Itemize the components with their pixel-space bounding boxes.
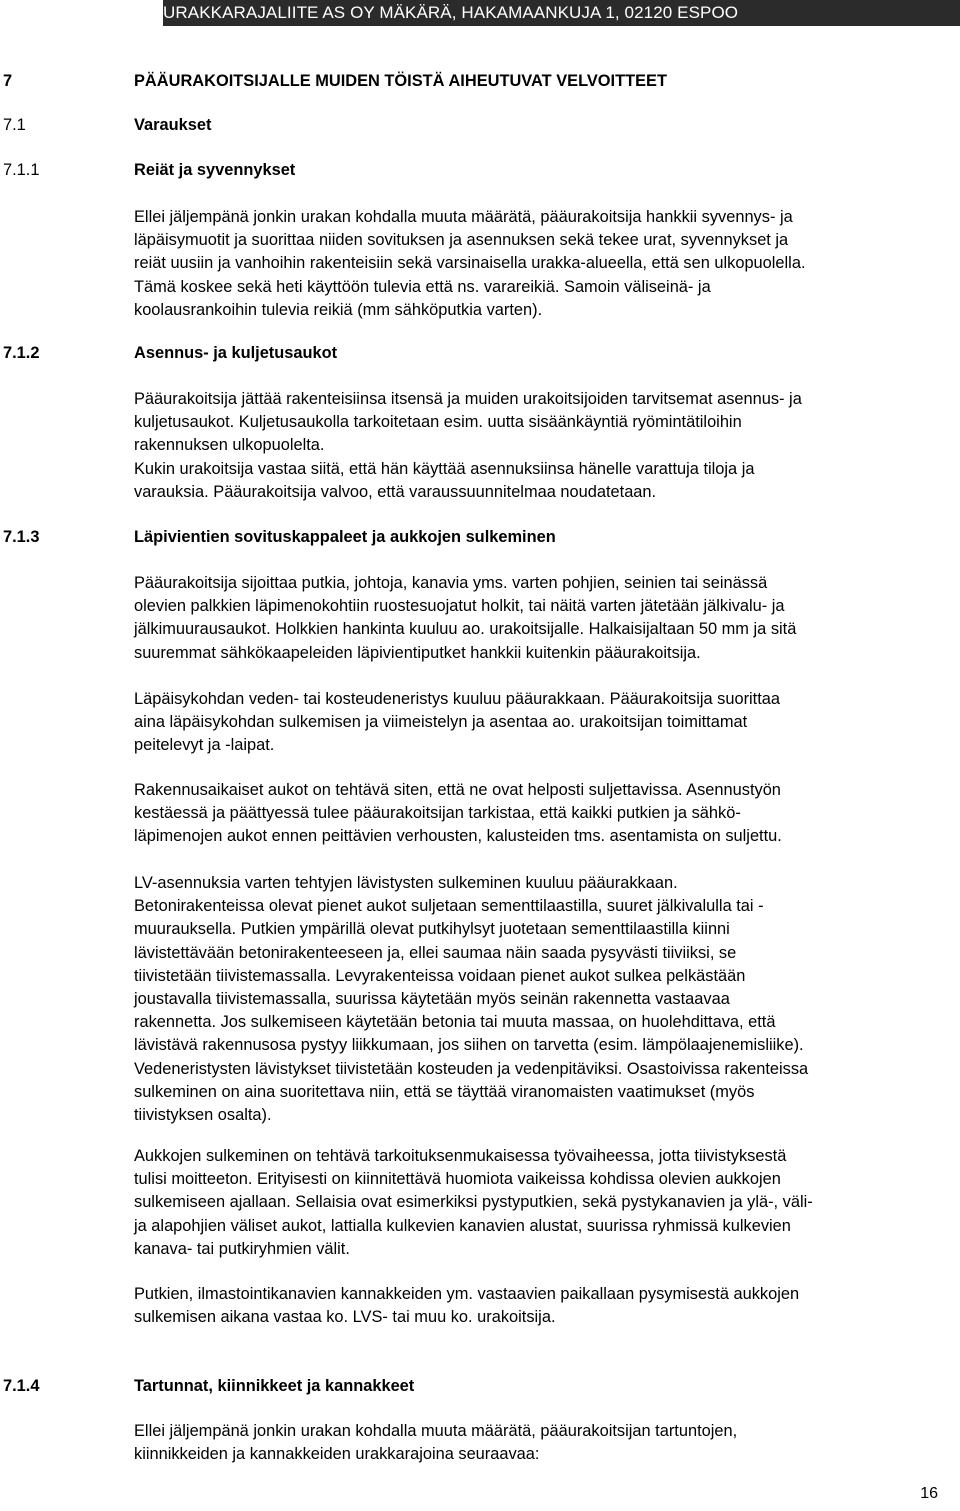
text-line: Pääurakoitsija jättää rakenteisiinsa itsensä ja muiden urakoitsijoiden tarvitsemat asennus- ja <box>134 390 802 408</box>
text-line: Kukin urakoitsija vastaa siitä, että hän käyttää asennuksiinsa hänelle varattuja tiloja ja <box>134 459 755 478</box>
text-line: koolausrankoihin tulevia reikiä (mm sähköputkia varten). <box>134 300 543 319</box>
section-title: Tartunnat, kiinnikkeet ja kannakkeet <box>134 1377 415 1395</box>
text-line: läpäisymuotit ja suorittaa niiden sovituksen ja asennuksen sekä tekee urat, syvennykset ja <box>134 231 789 250</box>
text-line: olevien palkkien läpimenokohtiin ruostesuojatut holkit, tai näitä varten jätetään jälkivalu- ja <box>134 597 785 616</box>
text-line: läpimenojen aukot ennen peittävien verhousten, kalusteiden tms. asentamista on suljettu. <box>134 827 782 846</box>
paragraph-temporary-openings <box>134 779 934 849</box>
text-line: ja alapohjien väliset aukot, lattialla kulkevien kanavien alustat, suurissa ryhmissä kulkevien <box>134 1216 791 1235</box>
text-line: kestäessä ja päättyessä tulee pääurakoitsijan tarkistaa, että kaikki putkien ja sähkö- <box>134 804 741 823</box>
text-line: kuljetusaukot. Kuljetusaukolla tarkoitetaan esim. uutta sisäänkäyntiä ryömintätiloihin <box>134 413 742 432</box>
text-line: Pääurakoitsija sijoittaa putkia, johtoja, kanavia yms. varten pohjien, seinien tai seinässä <box>134 574 768 592</box>
text-line: tiivistyksen osalta). <box>134 1106 272 1125</box>
text-line: sulkemisen aikana vastaa ko. LVS- tai muu ko. urakoitsija. <box>134 1308 556 1327</box>
text-line: lävistävä rakennusosa pystyy liikkumaan, jos siihen on tarvetta (esim. lämpölaajenemisliike). <box>134 1036 804 1055</box>
text-line: jälkimuurausaukot. Holkkien hankinta kuuluu ao. urakoitsijalle. Halkaisijaltaan 50 mm ja sitä <box>134 620 797 639</box>
section-title: Varaukset <box>134 116 212 134</box>
text-line: Ellei jäljempänä jonkin urakan kohdalla muuta määrätä, pääurakoitsijan tartuntojen, <box>134 1422 738 1440</box>
paragraph-supports-responsibility <box>134 1283 934 1329</box>
document-header: URAKKARAJALIITE AS OY MÄKÄRÄ, HAKAMAANKUJA 1, 02120 ESPOO <box>163 0 960 26</box>
text-line: kanava- tai putkiryhmien välit. <box>134 1239 350 1258</box>
text-line: aina läpäisykohdan sulkemisen ja viimeistelyn ja asentaa ao. urakoitsijan toimittamat <box>134 713 748 732</box>
text-line: sulkemiseen ajallaan. Sellaisia ovat esimerkiksi pystyputkien, sekä pystykanavien ja ylä-, väli- <box>134 1193 813 1212</box>
text-line: sulkeminen on aina suoritettava niin, että se täyttää viranomaisten vaatimukset (myös <box>134 1082 755 1101</box>
text-line: Tämä koskee sekä heti käyttöön tulevia että ns. varareikiä. Samoin väliseinä- ja <box>134 277 711 296</box>
section-number: 7.1.4 <box>3 1377 40 1395</box>
section-number: 7.1.3 <box>3 528 40 546</box>
paragraph-holes-and-recesses <box>134 206 934 322</box>
section-title: Reiät ja syvennykset <box>134 161 296 179</box>
section-number: 7 <box>3 72 13 90</box>
text-line: Rakennusaikaiset aukot on tehtävä siten, että ne ovat helposti suljettavissa. Asennustyön <box>134 781 781 799</box>
section-title: Läpivientien sovituskappaleet ja aukkojen sulkeminen <box>134 528 556 546</box>
page-number: 16 <box>920 1485 938 1502</box>
text-line: Betonirakenteissa olevat pienet aukot suljetaan sementtilaastilla, suuret jälkivalulla tai - <box>134 897 764 916</box>
text-line: Läpäisykohdan veden- tai kosteudeneristys kuuluu pääurakkaan. Pääurakoitsija suorittaa <box>134 690 781 708</box>
text-line: suuremmat sähkökaapeleiden läpivientiputket hankkii kuitenkin pääurakoitsija. <box>134 643 701 662</box>
text-line: joustavalla tiivistemassalla, suurissa käytetään myös seinän rakennetta vastaavaa <box>134 990 730 1009</box>
text-line: Vedeneristysten lävistykset tiivistetään kosteuden ja vedenpitäviksi. Osastoivissa rakenteissa <box>134 1059 809 1078</box>
section-title: Asennus- ja kuljetusaukot <box>134 344 338 362</box>
section-number: 7.1.2 <box>3 344 40 362</box>
paragraph-waterproofing <box>134 688 934 758</box>
paragraph-closing-timing <box>134 1145 934 1261</box>
text-line: muurauksella. Putkien ympärillä olevat putkihylsyt juotetaan sementtilaastilla kiinni <box>134 920 730 939</box>
text-line: Putkien, ilmastointikanavien kannakkeiden ym. vastaavien paikallaan pysymisestä aukkojen <box>134 1285 800 1303</box>
paragraph-sleeves <box>134 572 934 665</box>
paragraph-anchors <box>134 1420 934 1466</box>
text-line: varauksia. Pääurakoitsija valvoo, että varaussuunnitelmaa noudatetaan. <box>134 482 657 501</box>
text-line: rakennetta. Jos sulkemiseen käytetään betonia tai muuta massaa, on huolehdittava, että <box>134 1013 776 1032</box>
text-line: tiivistetään tiivistemassalla. Levyrakenteissa voidaan pienet aukot sulkea pelkästään <box>134 966 746 985</box>
text-line: kiinnikkeiden ja kannakkeiden urakkarajoina seuraavaa: <box>134 1445 540 1464</box>
text-line: rakennuksen ulkopuolelta. <box>134 436 325 455</box>
text-line: tulisi moitteeton. Erityisesti on kiinnitettävä huomiota vaikeissa kohdissa olevien aukkojen <box>134 1170 781 1189</box>
text-line: Aukkojen sulkeminen on tehtävä tarkoituksenmukaisessa työvaiheessa, jotta tiivistyksestä <box>134 1147 787 1165</box>
section-number: 7.1 <box>3 116 26 134</box>
text-line: lävistettävään betonirakenteeseen ja, ellei saumaa näin saada pysyvästi tiiviiksi, se <box>134 943 737 962</box>
text-line: LV-asennuksia varten tehtyjen lävistysten sulkeminen kuuluu pääurakkaan. <box>134 874 678 892</box>
text-line: Ellei jäljempänä jonkin urakan kohdalla muuta määrätä, pääurakoitsija hankkii syvennys- ja <box>134 208 793 226</box>
paragraph-installation-openings <box>134 388 934 504</box>
text-line: reiät uusiin ja vanhoihin rakenteisiin sekä varsinaisella urakka-alueella, että sen ulkopuolella. <box>134 254 806 273</box>
section-number: 7.1.1 <box>3 161 40 179</box>
section-title: PÄÄURAKOITSIJALLE MUIDEN TÖISTÄ AIHEUTUVAT VELVOITTEET <box>134 72 668 90</box>
paragraph-lv-penetrations <box>134 872 934 1127</box>
text-line: peitelevyt ja -laipat. <box>134 736 275 755</box>
